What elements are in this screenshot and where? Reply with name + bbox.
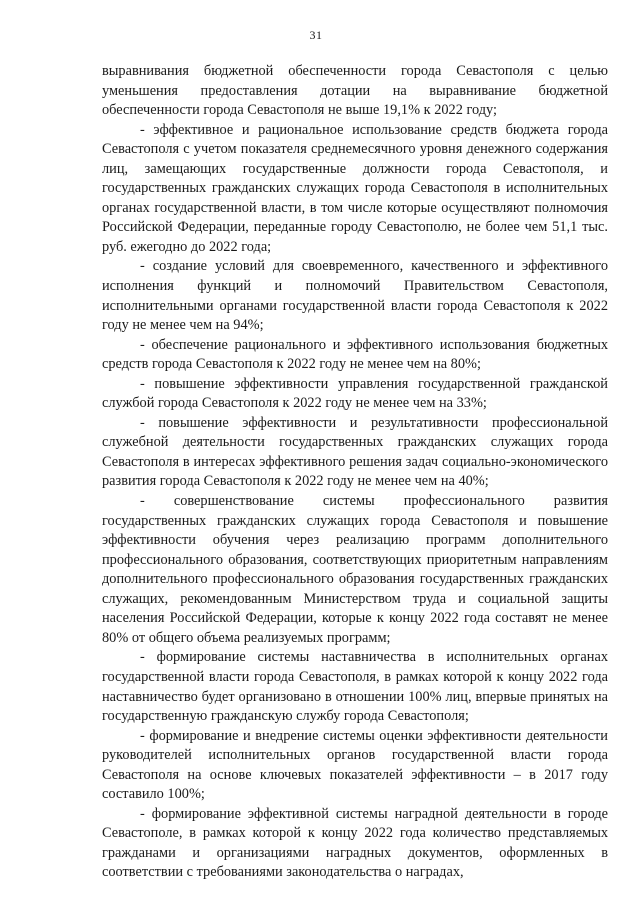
paragraph-professional-development: - совершенствование системы профессионального развития государственных гражданских служащих города Севастополя и повышение эффективности обучения через реализацию программ дополнительного профессионального образования, соответствующих приоритетным направлениям дополнительного профессионального образования государственных гражданских служащих, рекомендованным Министерством труда и социальной защиты населения Российской Федерации, которые к концу 2022 года составят не менее 80% от общего объема реализуемых программ;: [102, 493, 608, 646]
paragraph-evaluation-system: - формирование и внедрение системы оценки эффективности деятельности руководителей исполнительных органов государственной власти города Севастополя на основе ключевых показателей эффективности – в 2017 году составило 100%;: [102, 727, 608, 803]
document-body: [102, 62, 608, 883]
paragraph-professional-performance: - повышение эффективности и результативности профессиональной служебной деятельности государственных гражданских служащих города Севастополя в интересах эффективного решения задач социально-экономического развития города Севастополя к 2022 году не менее чем на 40%;: [102, 414, 608, 490]
paragraph-budget-equalization: выравнивания бюджетной обеспеченности города Севастополя с целью уменьшения предоставления дотации на выравнивание бюджетной обеспеченности города Севастополя не выше 19,1% к 2022 году;: [102, 63, 608, 119]
paragraph-budget-funds-use: - эффективное и рациональное использование средств бюджета города Севастополя с учетом показателя среднемесячного уровня денежного содержания лиц, замещающих государственные должности города Севастополя, и государственных гражданских служащих города Севастополя в исполнительных органах государственной власти, в том числе которые осуществляют полномочия Российской Федерации, переданные городу Севастополю, не более чем 51,1 тыс. руб. ежегодно до 2022 года;: [102, 121, 608, 255]
page-number: 31: [309, 28, 323, 42]
paragraph-award-system: - формирование эффективной системы наградной деятельности в городе Севастополе, в рамках которой к концу 2022 года количество представляемых гражданами и организациями наградных документов, оформленных в соответствии с требованиями законодательства о наградах,: [102, 805, 608, 881]
paragraph-conditions-functions: - создание условий для своевременного, качественного и эффективного исполнения функций и полномочий Правительством Севастополя, исполнительными органами государственной власти города Севастополя к 2022 году не менее чем на 94%;: [102, 258, 608, 334]
paragraph-budget-efficiency: - обеспечение рационального и эффективного использования бюджетных средств города Севастополя к 2022 году не менее чем на 80%;: [102, 336, 608, 373]
paragraph-civil-service-management: - повышение эффективности управления государственной гражданской службой города Севастополя к 2022 году не менее чем на 33%;: [102, 375, 608, 412]
paragraph-mentoring-system: - формирование системы наставничества в исполнительных органах государственной власти города Севастополя, в рамках которой к концу 2022 года наставничество будет организовано в отношении 100% лиц, впервые принятых на государственную гражданскую службу города Севастополя;: [102, 649, 608, 725]
